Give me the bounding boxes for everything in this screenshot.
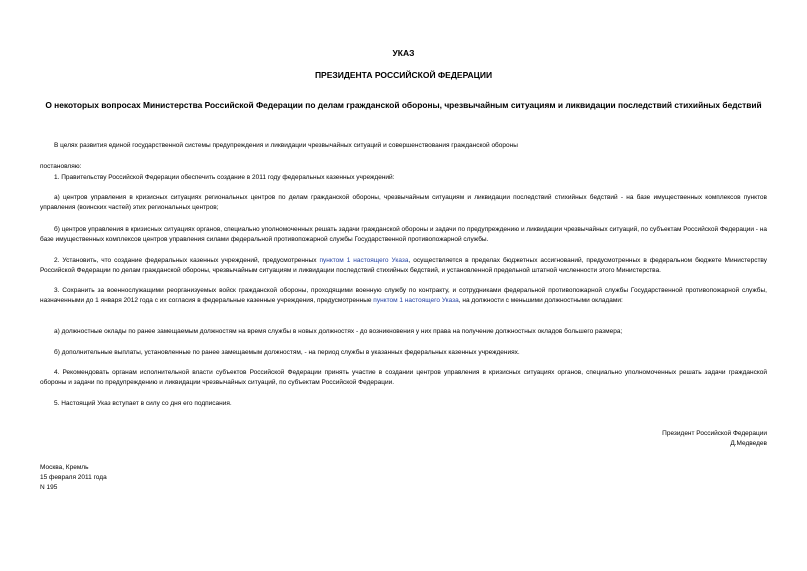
document-title: О некоторых вопросах Министерства Российской Федерации по делам гражданской обороны, чрезвычайным ситуациям и ликвидации последствий стихийных бедствий [45, 100, 762, 110]
signature-block [662, 429, 767, 449]
point-1-link[interactable]: пунктом 1 настоящего Указа [319, 257, 409, 264]
paragraph-4: 4. Рекомендовать органам исполнительной власти субъектов Российской Федерации принять участие в создании центров управления в кризисных ситуациях органов, специально уполномоченных решать задачи гражданской обороны и задачи по предупреждению и ликвидации чрезвычайных ситуаций, по субъектам Российской Федерации. [40, 369, 767, 386]
preamble-paragraph: В целях развития единой государственной системы предупреждения и ликвидации чрезвычайных ситуаций и совершенствования гражданской обороны [54, 142, 518, 149]
paragraph-3a: а) должностные оклады по ранее замещаемым должностям на время службы в новых должностях - до возникновения у них права на получение должностных окладов большего размера; [54, 328, 623, 335]
paragraph-3b: б) дополнительные выплаты, установленные по ранее замещаемым должностям, - на период службы в указанных федеральных казенных учреждениях. [54, 349, 520, 356]
document-type-heading: УКАЗ [392, 48, 415, 58]
paragraph-2-text-end: , осуществляется в пределах бюджетных ассигнований, предусмотренных в федеральном бюджете Министерству Российской Федерации по делам гражданской обороны, чрезвычайным ситуациям и ликвидации последствий стихийных бедствий, и установленной предельной штатной численности этого Министерства. [40, 257, 767, 274]
paragraph-2 [40, 256, 767, 276]
decree-number: N 195 [40, 484, 58, 491]
paragraph-2-text-start: 2. Установить, что создание федеральных казенных учреждений, предусмотренных [54, 257, 320, 264]
paragraph-3-text-end: , на должности с меньшими должностными окладами: [458, 297, 623, 304]
signing-place: Москва, Кремль [40, 464, 89, 471]
paragraph-3-text-start: 3. Сохранить за военнослужащими реорганизуемых войск гражданской обороны, проходящими военную службу по контракту, и сотрудниками федеральной противопожарной службы Государственной противопожарной службы, назначенными до 1 января 2012 года с их согласия в федеральные казенные учреждения, предусмотренные [40, 287, 767, 304]
signing-date: 15 февраля 2011 года [40, 474, 107, 481]
paragraph-5: 5. Настоящий Указ вступает в силу со дня его подписания. [54, 400, 232, 407]
paragraph-1: 1. Правительству Российской Федерации обеспечить создание в 2011 году федеральных казенных учреждений: [54, 174, 395, 181]
paragraph-1a: а) центров управления в кризисных ситуациях региональных центров по делам гражданской обороны, чрезвычайным ситуациям и ликвидации последствий стихийных бедствий - на базе имущественных комплексов пунктов управления (воинских частей) этих региональных центров; [40, 194, 767, 211]
signer-name: Д.Медведев [730, 440, 767, 447]
issuer-heading: ПРЕЗИДЕНТА РОССИЙСКОЙ ФЕДЕРАЦИИ [314, 70, 493, 80]
signing-details [40, 463, 107, 493]
paragraph-3 [40, 286, 767, 306]
point-1-link[interactable]: пунктом 1 настоящего Указа [373, 297, 459, 304]
decree-word: постановляю: [40, 163, 82, 170]
paragraph-1b: б) центров управления в кризисных ситуациях органов, специально уполномоченных решать задачи гражданской обороны и задачи по предупреждению и ликвидации чрезвычайных ситуаций, по субъектам Российской Федерации - на базе имущественных комплексов центров управления силами федеральной противопожарной службы Государственной противопожарной службы. [40, 226, 767, 243]
signer-position: Президент Российской Федерации [662, 430, 767, 437]
